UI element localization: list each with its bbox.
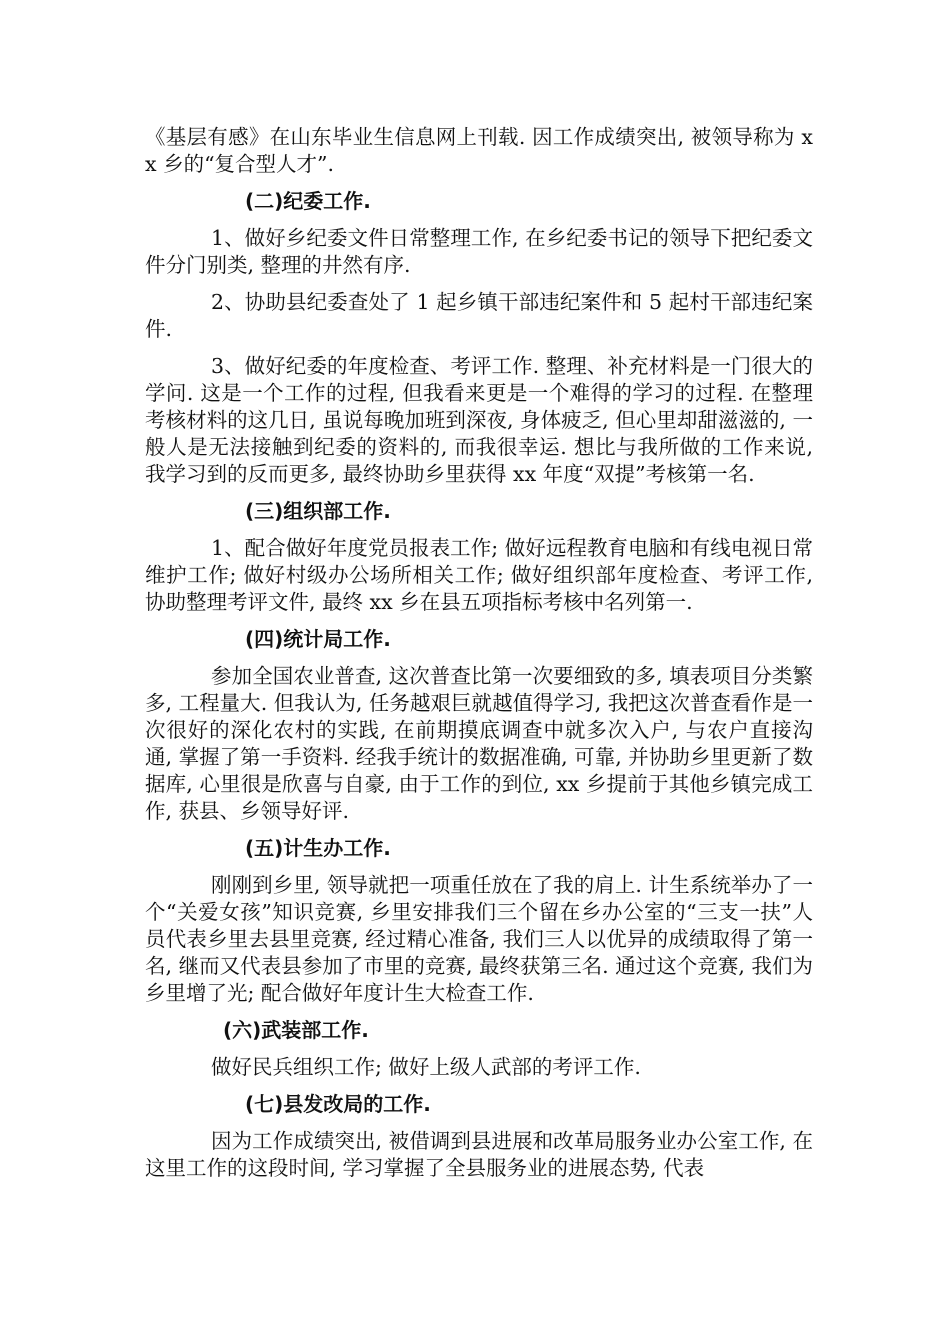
paragraph-discipline-3: 3、做好纪委的年度检查、考评工作. 整理、补充材料是一门很大的学问. 这是一个工作的过程, 但我看来更是一个难得的学习的过程. 在整理考核材料的这几日, 虽说每晚加班到深夜, 身体疲乏, 但心里却甜滋滋的, 一般人是无法接触到纪委的资料的, 而我很幸运. 想比与我所做的工作来说, 我学习到的反而更多, 最终协助乡里获得 xx 年度“双提”考核第一名.: [145, 354, 813, 486]
section-heading-armed-forces: (六)武装部工作.: [223, 1018, 369, 1042]
paragraph-statistics: 参加全国农业普查, 这次普查比第一次要细致的多, 填表项目分类繁多, 工程量大. 但我认为, 任务越艰巨就越值得学习, 我把这次普查看作是一次很好的深化农村的实践, 在前期摸底调查中就多次入户, 与农户直接沟通, 掌握了第一手资料. 经我手统计的数据准确, 可靠, 并协助乡里更新了数据库, 心里很是欣喜与自豪, 由于工作的到位, xx 乡提前于其他乡镇完成工作, 获县、乡领导好评.: [145, 664, 813, 823]
paragraph-organization-1: 1、配合做好年度党员报表工作; 做好远程教育电脑和有线电视日常维护工作; 做好村级办公场所相关工作; 做好组织部年度检查、考评工作, 协助整理考评文件, 最终 xx 乡在县五项指标考核中名列第一.: [145, 536, 813, 614]
section-heading-discipline: (二)纪委工作.: [245, 189, 371, 213]
paragraph-intro: 《基层有感》在山东毕业生信息网上刊载. 因工作成绩突出, 被领导称为 xx 乡的“复合型人才”.: [145, 125, 813, 176]
section-heading-family-planning: (五)计生办工作.: [245, 836, 391, 860]
paragraph-discipline-2: 2、协助县纪委查处了 1 起乡镇干部违纪案件和 5 起村干部违纪案件.: [145, 290, 813, 341]
document-page: [145, 124, 813, 1192]
section-heading-development-reform: (七)县发改局的工作.: [245, 1092, 431, 1116]
paragraph-discipline-1: 1、做好乡纪委文件日常整理工作, 在乡纪委书记的领导下把纪委文件分门别类, 整理的井然有序.: [145, 226, 813, 277]
section-heading-organization: (三)组织部工作.: [245, 499, 391, 523]
paragraph-development-reform: 因为工作成绩突出, 被借调到县进展和改革局服务业办公室工作, 在这里工作的这段时间, 学习掌握了全县服务业的进展态势, 代表: [145, 1129, 813, 1180]
paragraph-family-planning: 刚刚到乡里, 领导就把一项重任放在了我的肩上. 计生系统举办了一个“关爱女孩”知识竞赛, 乡里安排我们三个留在乡办公室的“三支一扶”人员代表乡里去县里竞赛, 经过精心准备, 我们三人以优异的成绩取得了第一名, 继而又代表县参加了市里的竞赛, 最终获第三名. 通过这个竞赛, 我们为乡里增了光; 配合做好年度计生大检查工作.: [145, 873, 813, 1005]
section-heading-statistics: (四)统计局工作.: [245, 627, 391, 651]
paragraph-armed-forces: 做好民兵组织工作; 做好上级人武部的考评工作.: [211, 1055, 641, 1079]
